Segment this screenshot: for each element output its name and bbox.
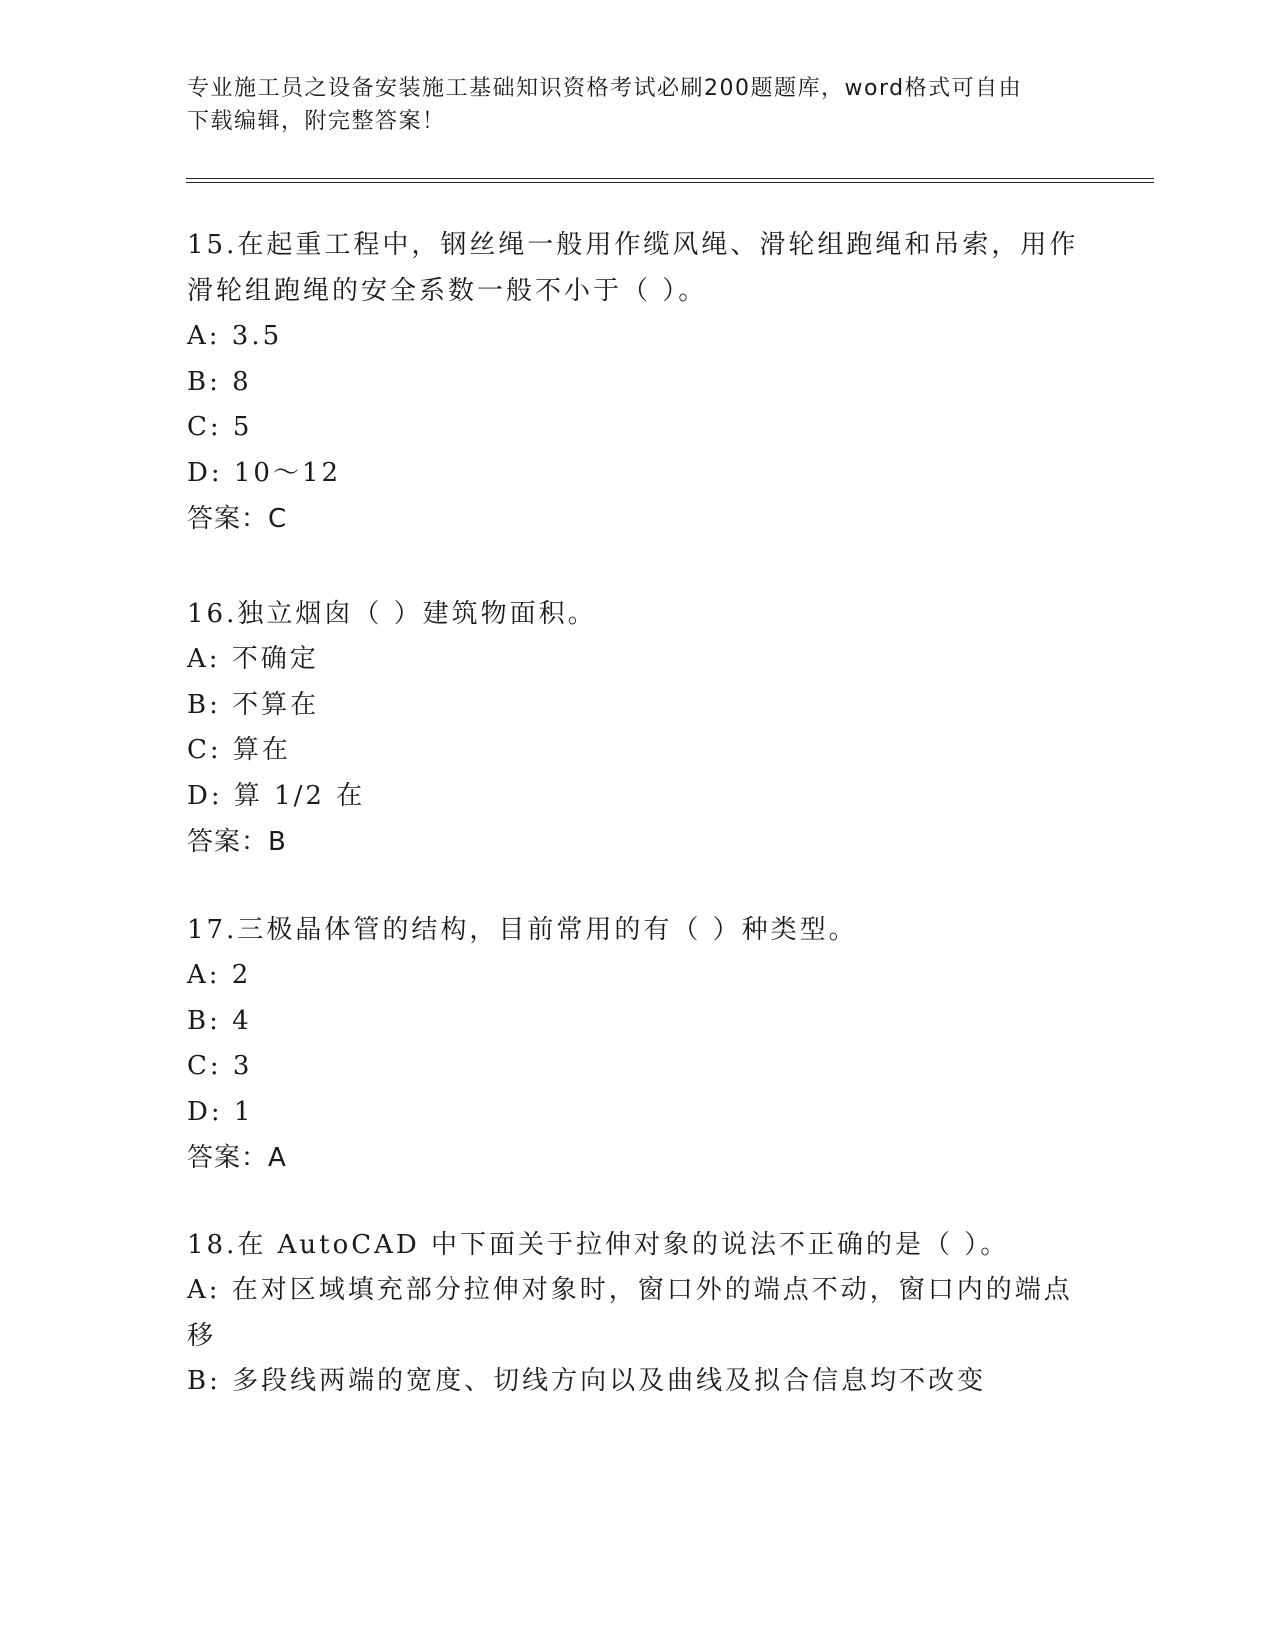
- option-c: C: 算在: [187, 735, 291, 765]
- document-header: [187, 72, 1067, 138]
- question-16: [187, 591, 1087, 865]
- header-line-1: 专业施工员之设备安装施工基础知识资格考试必刷200题题库，word格式可自由: [187, 76, 1023, 101]
- option-b: B: 4: [187, 1005, 252, 1036]
- option-c: C: 5: [187, 412, 253, 442]
- question-title-continued: 滑轮组跑绳的安全系数一般不小于（ ）。: [187, 276, 708, 306]
- option-d: D: 算 1/2 在: [187, 780, 366, 811]
- question-title: 16.独立烟囱（ ）建筑物面积。: [187, 599, 597, 629]
- question-15: [187, 222, 1087, 542]
- question-18: [187, 1222, 1087, 1405]
- question-title: 15.在起重工程中，钢丝绳一般用作缆风绳、滑轮组跑绳和吊索，用作: [187, 230, 1079, 260]
- answer: 答案：C: [187, 504, 288, 534]
- option-d: D: 10～12: [187, 457, 342, 488]
- option-b: B: 不算在: [187, 689, 320, 720]
- option-a: A: 3.5: [187, 321, 283, 351]
- question-17: [187, 907, 1087, 1181]
- question-title: 17.三极晶体管的结构，目前常用的有（ ）种类型。: [187, 915, 858, 945]
- option-a: A: 2: [187, 960, 252, 990]
- option-a: A: 不确定: [187, 644, 319, 674]
- answer: 答案：A: [187, 1143, 287, 1173]
- option-d: D: 1: [187, 1096, 254, 1127]
- question-title: 18.在 AutoCAD 中下面关于拉伸对象的说法不正确的是（ ）。: [187, 1230, 1010, 1260]
- option-a-continued: 移: [187, 1320, 217, 1351]
- option-a: A: 在对区域填充部分拉伸对象时，窗口外的端点不动，窗口内的端点: [187, 1275, 1073, 1305]
- option-b: B: 多段线两端的宽度、切线方向以及曲线及拟合信息均不改变: [187, 1366, 987, 1396]
- option-b: B: 8: [187, 366, 252, 397]
- header-divider: [186, 178, 1154, 183]
- answer: 答案：B: [187, 827, 287, 857]
- header-line-2: 下载编辑，附完整答案！: [187, 109, 446, 134]
- option-c: C: 3: [187, 1051, 253, 1081]
